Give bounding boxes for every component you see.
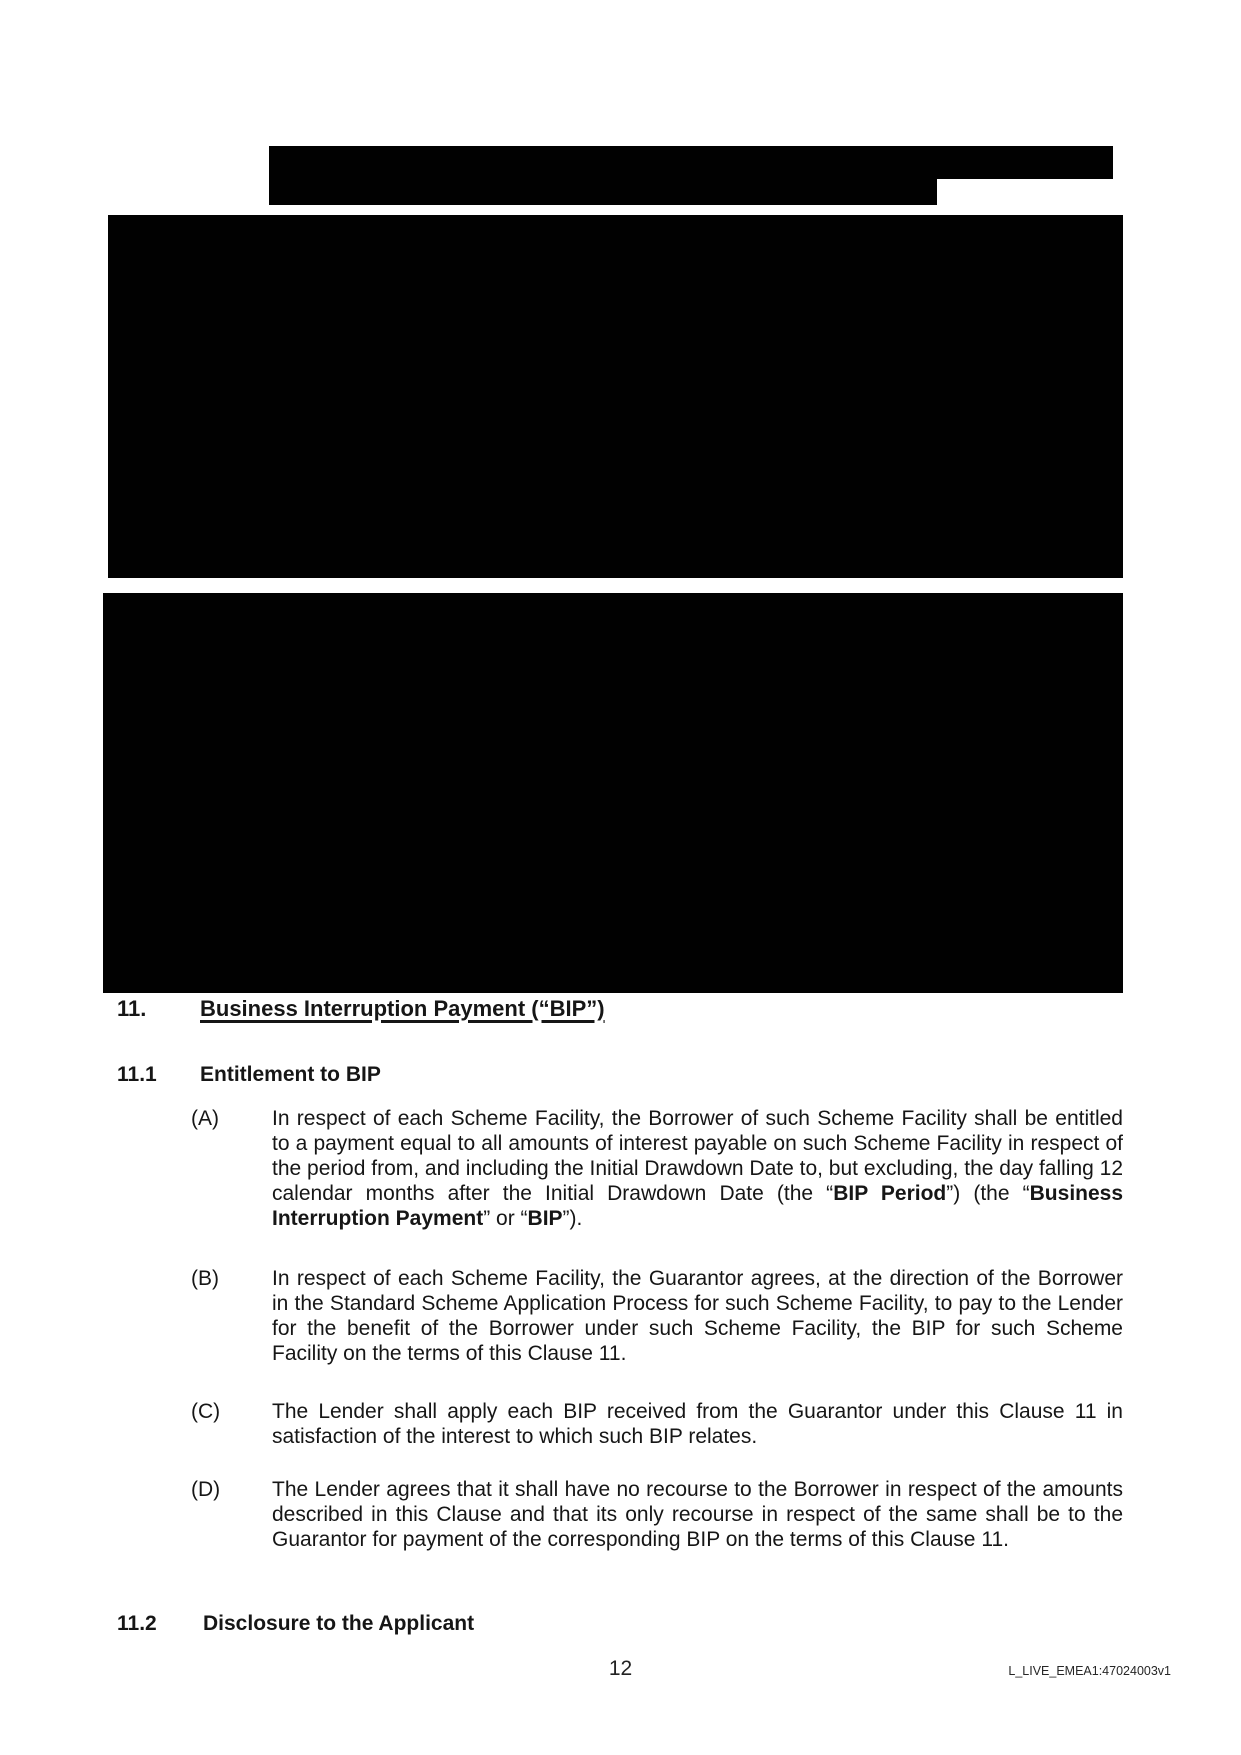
section-title: Business Interruption Payment (“BIP”) bbox=[200, 996, 605, 1021]
redaction-bar-header-top bbox=[269, 146, 1113, 179]
document-reference: L_LIVE_EMEA1:47024003v1 bbox=[1008, 1664, 1171, 1678]
redaction-block-lower bbox=[103, 593, 1123, 993]
clause-text: In respect of each Scheme Facility, the Guarantor agrees, at the direction of the Borrower in the Standard Scheme Application Process for such Scheme Facility, to pay to the Lender for the benefit of the Borrower under such Scheme Facility, the BIP for such Scheme Facility on the terms of this Clause 11. bbox=[272, 1267, 1123, 1365]
redaction-bar-header-bottom bbox=[269, 177, 937, 205]
clause-marker: (B) bbox=[191, 1267, 219, 1290]
redaction-block-upper bbox=[108, 215, 1123, 578]
subsection-11-1-number: 11.1 bbox=[117, 1063, 157, 1086]
clause-marker: (C) bbox=[191, 1400, 221, 1423]
clause-marker: (D) bbox=[191, 1478, 221, 1501]
clause-text: The Lender shall apply each BIP received from the Guarantor under this Clause 11 in satisfaction of the interest to which such BIP relates. bbox=[272, 1400, 1123, 1448]
subsection-11-2-number: 11.2 bbox=[117, 1612, 157, 1635]
subsection-11-1-title: Entitlement to BIP bbox=[200, 1063, 381, 1086]
clause-text: The Lender agrees that it shall have no recourse to the Borrower in respect of the amounts described in this Clause and that its only recourse in respect of the same shall be to the Guarantor for payment of the corresponding BIP on the terms of this Clause 11. bbox=[272, 1478, 1123, 1551]
section-number: 11. bbox=[117, 996, 147, 1021]
page-number: 12 bbox=[608, 1657, 633, 1680]
clause-marker: (A) bbox=[191, 1107, 219, 1130]
clause-text: In respect of each Scheme Facility, the Borrower of such Scheme Facility shall be entitled to a payment equal to all amounts of interest payable on such Scheme Facility in respect of the period from, and including the Initial Drawdown Date to, but excluding, the day falling 12 calendar months after the Initial Drawdown Date (the “BIP Period”) (the “Business Interruption Payment” or “BIP”). bbox=[272, 1107, 1124, 1230]
subsection-11-2-title: Disclosure to the Applicant bbox=[203, 1612, 475, 1635]
